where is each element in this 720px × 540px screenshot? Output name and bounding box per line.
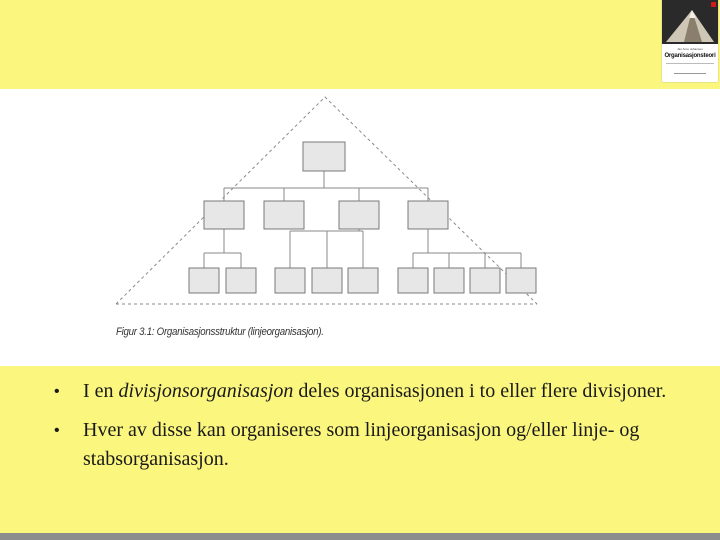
unit-box xyxy=(275,268,305,293)
unit-box xyxy=(226,268,256,293)
figure-caption: Figur 3.1: Organisasjonsstruktur (linjeorganisasjon). xyxy=(116,326,324,338)
book-title: Organisasjonsteori xyxy=(664,53,716,59)
unit-box xyxy=(470,268,500,293)
org-chart-diagram xyxy=(0,89,720,366)
bullet-item xyxy=(54,377,684,406)
bullet-text-suffix: deles organisasjonen i to eller flere divisjoner. xyxy=(293,380,667,402)
book-author: Jan Arne Johansen xyxy=(677,47,703,51)
mid-manager-box xyxy=(204,201,244,229)
unit-box xyxy=(312,268,342,293)
unit-box xyxy=(348,268,378,293)
bullet-emphasis: divisjonsorganisasjon xyxy=(118,380,294,402)
bullet-text: Hver av disse kan organiseres som linjeorganisasjon og/eller linje- og stabsorganisasjon. xyxy=(83,419,640,470)
mid-manager-box xyxy=(339,201,379,229)
slide-header-band xyxy=(0,0,720,89)
unit-box xyxy=(398,268,428,293)
book-cover-thumbnail xyxy=(662,0,718,82)
unit-box xyxy=(434,268,464,293)
mid-manager-box xyxy=(264,201,304,229)
mid-manager-box xyxy=(408,201,448,229)
book-subtitle-rule xyxy=(666,63,714,64)
mountain-icon xyxy=(662,0,718,44)
book-cover-image xyxy=(662,0,718,44)
unit-box xyxy=(189,268,219,293)
top-manager-box xyxy=(303,142,345,171)
bottom-bar xyxy=(0,533,720,540)
publisher-mark-icon xyxy=(711,2,716,7)
bullet-icon: • xyxy=(54,422,60,439)
bullet-item xyxy=(54,416,684,474)
unit-box xyxy=(506,268,536,293)
bullet-list xyxy=(54,377,684,484)
bullet-text-prefix: I en xyxy=(83,380,119,402)
book-publisher-rule xyxy=(674,73,706,74)
bullet-icon: • xyxy=(54,383,60,400)
